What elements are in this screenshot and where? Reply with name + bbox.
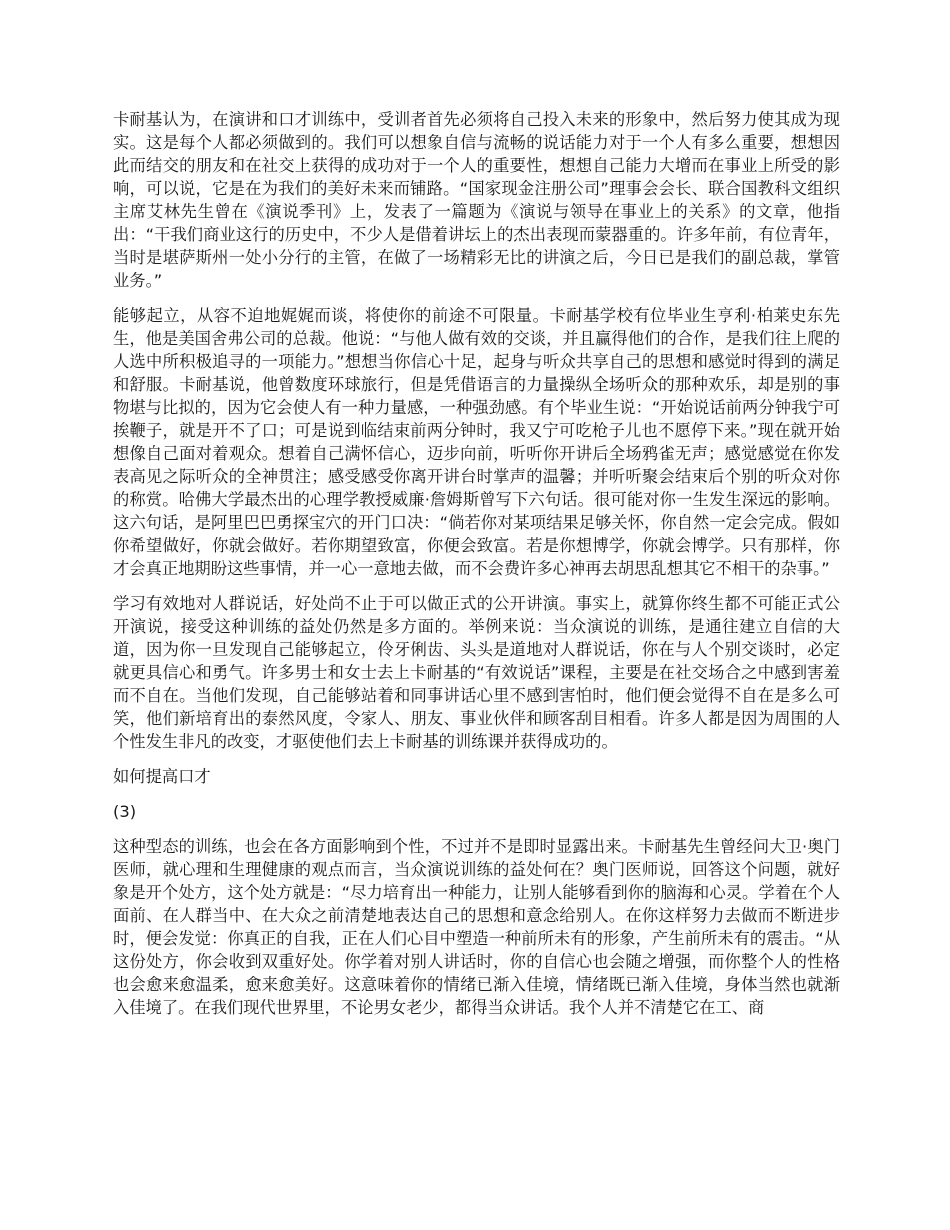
paragraph-2: 能够起立，从容不迫地娓娓而谈，将使你的前途不可限量。卡耐基学校有位毕业生亨利·柏莱史东先生，他是美国舍弗公司的总裁。他说：“与他人做有效的交谈，并且赢得他们的合作，是我们往上爬的人选中所积极追寻的一项能力。”想想当你信心十足，起身与听众共享自己的思想和感觉时得到的满足和舒服。卡耐基说，他曾数度环球旅行，但是凭借语言的力量操纵全场听众的那种欢乐，却是别的事物堪与比拟的，因为它会使人有一种力量感，一种强劲感。有个毕业生说：“开始说话前两分钟我宁可挨鞭子，就是开不了口；可是说到临结束前两分钟时，我又宁可吃枪子儿也不愿停下来。”现在就开始想像自己面对着观众。想着自己满怀信心，迈步向前，听听你开讲后全场鸦雀无声；感觉感觉在你发表高见之际听众的全神贯注；感受感受你离开讲台时掌声的温馨；并听听聚会结束后个别的听众对你的称赏。哈佛大学最杰出的心理学教授威廉·詹姆斯曾写下六句话。很可能对你一生发生深远的影响。这六句话，是阿里巴巴勇探宝穴的开门口决：“倘若你对某项结果足够关怀，你自然一定会完成。假如你希望做好，你就会做好。若你期望致富，你便会致富。若是你想博学，你就会博学。只有那样，你才会真正地期盼这些事情，并一心一意地去做，而不会费许多心神再去胡思乱想其它不相干的杂事。” <box>113 306 840 578</box>
section-number: (3) <box>113 802 137 821</box>
paragraph-3: 学习有效地对人群说话，好处尚不止于可以做正式的公开讲演。事实上，就算你终生都不可能正式公开演说，接受这种训练的益处仍然是多方面的。举例来说：当众演说的训练，是通往建立自信的大道，因为你一旦发现自己能够起立，伶牙俐齿、头头是道地对人群说话，你在与人个别交谈时，必定就更具信心和勇气。许多男士和女士去上卡耐基的“有效说话”课程，主要是在社交场合之中感到害羞而不自在。当他们发现，自己能够站着和同事讲话心里不感到害怕时，他们便会觉得不自在是多么可笑，他们新培育出的泰然风度，令家人、朋友、事业伙伴和顾客刮目相看。许多人都是因为周围的人个性发生非凡的改变，才驱使他们去上卡耐基的训练课并获得成功的。 <box>113 594 840 751</box>
section-heading: 如何提高口才 <box>113 767 211 786</box>
document-body <box>113 108 840 1031</box>
paragraph-1: 卡耐基认为，在演讲和口才训练中，受训者首先必须将自己投入未来的形象中，然后努力使其成为现实。这是每个人都必须做到的。我们可以想象自信与流畅的说话能力对于一个人有多么重要，想想因此而结交的朋友和在社交上获得的成功对于一个人的重要性，想想自己能力大增而在事业上所受的影响，可以说，它是在为我们的美好未来而铺路。“国家现金注册公司”理事会会长、联合国教科文组织主席艾林先生曾在《演说季刊》上，发表了一篇题为《演说与领导在事业上的关系》的文章，他指出：“干我们商业这行的历史中，不少人是借着讲坛上的杰出表现而蒙器重的。许多年前，有位青年，当时是堪萨斯州一处小分行的主管，在做了一场精彩无比的讲演之后，今日已是我们的副总裁，掌管业务。” <box>113 110 840 290</box>
paragraph-4: 这种型态的训练，也会在各方面影响到个性，不过并不是即时显露出来。卡耐基先生曾经问大卫·奥门医师，就心理和生理健康的观点而言，当众演说训练的益处何在？奥门医师说，回答这个问题，就好象是开个处方，这个处方就是：“尽力培育出一种能力，让别人能够看到你的脑海和心灵。学着在个人面前、在人群当中、在大众之前清楚地表达自己的思想和意念给别人。在你这样努力去做而不断进步时，便会发觉：你真正的自我，正在人们心目中塑造一种前所未有的形象，产生前所未有的震击。“从这份处方，你会收到双重好处。你学着对别人讲话时，你的自信心也会随之增强，而你整个人的性格也会愈来愈温柔，愈来愈美好。这意味着你的情绪已渐入佳境，情绪既已渐入佳境，身体当然也就渐入佳境了。在我们现代世界里，不论男女老少，都得当众讲话。我个人并不清楚它在工、商 <box>113 837 840 1017</box>
